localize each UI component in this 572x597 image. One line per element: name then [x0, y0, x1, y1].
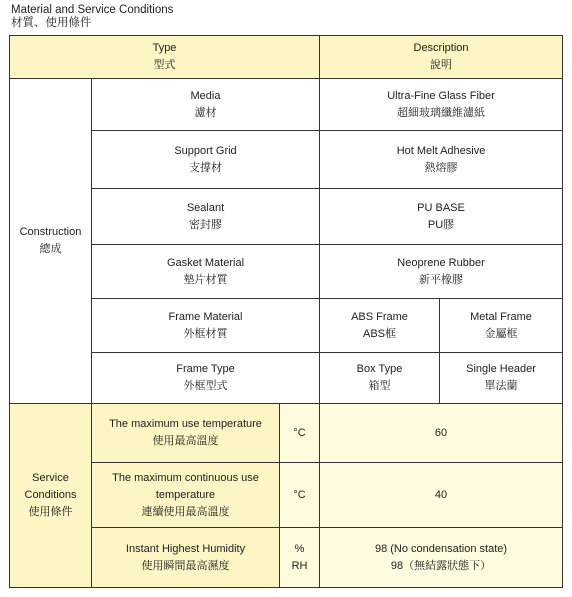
frame-material-label: Frame Material 外框材質: [92, 299, 320, 353]
humidity-value: 98 (No condensation state) 98（無結露狀態下）: [320, 528, 563, 588]
single-header-value: Single Header 單法蘭: [440, 353, 563, 404]
max-cont-temp-value: 40: [320, 463, 563, 528]
sealant-label: Sealant 密封膠: [92, 189, 320, 245]
description-header: Description 說明: [320, 36, 563, 79]
max-temp-row: [10, 404, 563, 463]
frame-type-label: Frame Type 外框型式: [92, 353, 320, 404]
construction-group-cell: Construction 總成: [10, 79, 92, 404]
frame-material-row: [10, 299, 563, 353]
media-label: Media 濾材: [92, 79, 320, 131]
max-cont-temp-label: The maximum continuous use temperature 連續使用最高溫度: [92, 463, 280, 528]
support-grid-value: Hot Melt Adhesive 熱熔膠: [320, 131, 563, 189]
max-temp-label: The maximum use temperature 使用最高溫度: [92, 404, 280, 463]
max-temp-value: 60: [320, 404, 563, 463]
sealant-row: [10, 189, 563, 245]
metal-frame-value: Metal Frame 金屬框: [440, 299, 563, 353]
gasket-row: [10, 245, 563, 299]
type-header: Type 型式: [10, 36, 320, 79]
box-type-value: Box Type 箱型: [320, 353, 440, 404]
service-group-cell: Service Conditions 使用條件: [10, 404, 92, 588]
spec-table: [9, 35, 563, 588]
section-heading-zh: 材質、使用條件: [11, 17, 92, 29]
abs-frame-value: ABS Frame ABS框: [320, 299, 440, 353]
media-row: [10, 79, 563, 131]
max-cont-temp-row: [10, 463, 563, 528]
gasket-label: Gasket Material 墊片材質: [92, 245, 320, 299]
humidity-unit: % RH: [280, 528, 320, 588]
humidity-label: Instant Highest Humidity 使用瞬間最高濕度: [92, 528, 280, 588]
media-value: Ultra-Fine Glass Fiber 超細玻璃纖維濾紙: [320, 79, 563, 131]
support-grid-label: Support Grid 支撐材: [92, 131, 320, 189]
max-temp-unit: °C: [280, 404, 320, 463]
header-row: [10, 36, 563, 79]
humidity-row: [10, 528, 563, 588]
frame-type-row: [10, 353, 563, 404]
section-heading-en: Material and Service Conditions: [11, 4, 174, 16]
support-grid-row: [10, 131, 563, 189]
max-cont-temp-unit: °C: [280, 463, 320, 528]
section-heading: [11, 4, 173, 30]
gasket-value: Neoprene Rubber 新平橡膠: [320, 245, 563, 299]
sealant-value: PU BASE PU膠: [320, 189, 563, 245]
